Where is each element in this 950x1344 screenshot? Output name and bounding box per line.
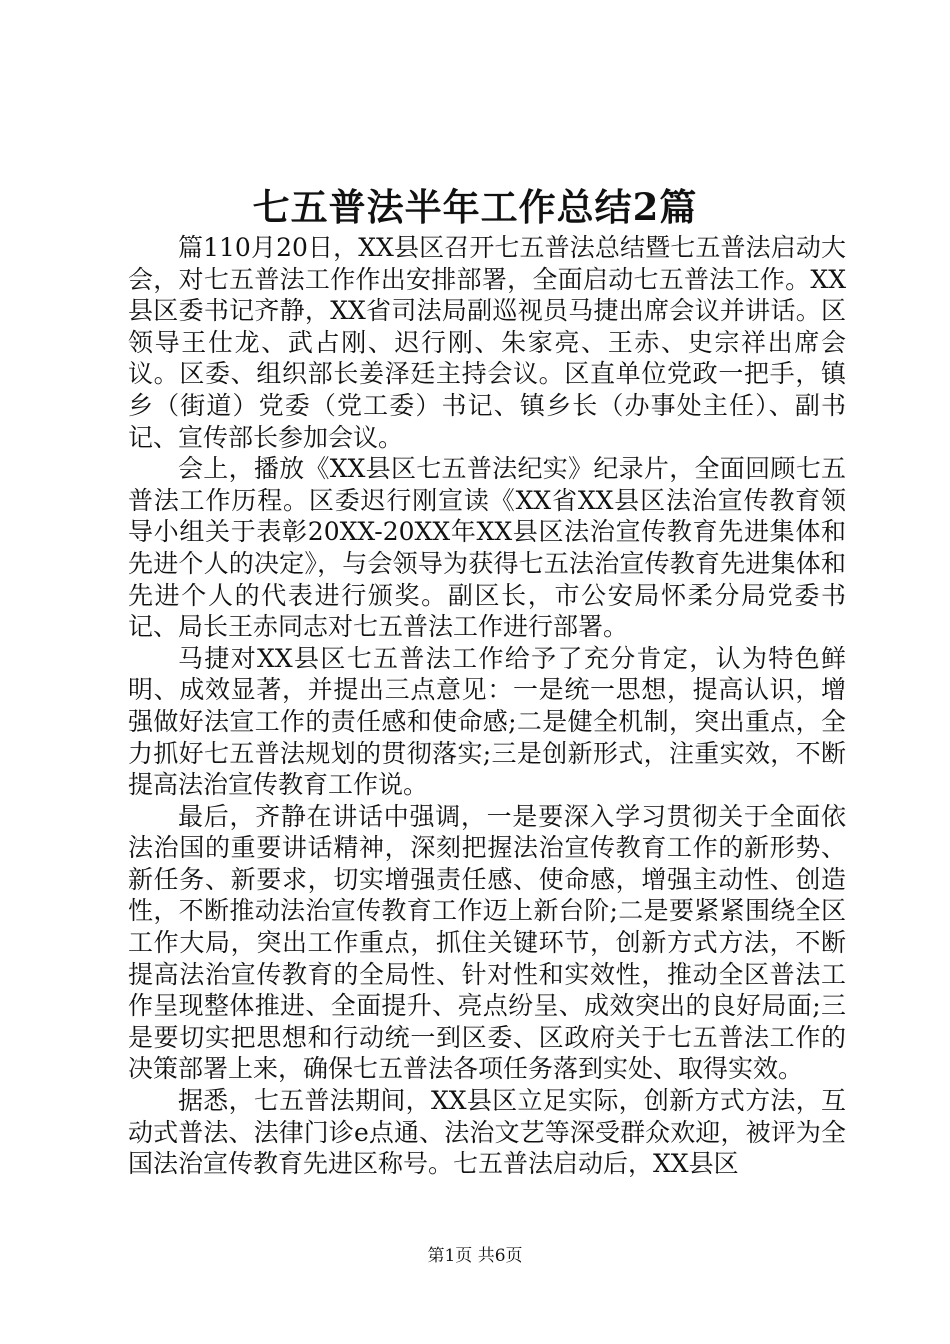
document-body [128,232,846,1180]
paragraph: 据悉，七五普法期间，XX县区立足实际，创新方式方法，互动式普法、法律门诊e点通、法治文艺等深受群众欢迎，被评为全国法治宣传教育先进区称号。七五普法启动后，XX县区 [128,1086,846,1179]
paragraph: 最后，齐静在讲话中强调，一是要深入学习贯彻关于全面依法治国的重要讲话精神，深刻把握法治宣传教育工作的新形势、新任务、新要求，切实增强责任感、使命感，增强主动性、创造性，不断推动法治宣传教育工作迈上新台阶;二是要紧紧围绕全区工作大局，突出工作重点，抓住关键环节，创新方式方法，不断提高法治宣传教育的全局性、针对性和实效性，推动全区普法工作呈现整体推进、全面提升、亮点纷呈、成效突出的良好局面;三是要切实把思想和行动统一到区委、区政府关于七五普法工作的决策部署上来，确保七五普法各项任务落到实处、取得实效。 [128,801,846,1084]
paragraph: 篇110月20日，XX县区召开七五普法总结暨七五普法启动大会，对七五普法工作作出安排部署，全面启动七五普法工作。XX县区委书记齐静，XX省司法局副巡视员马捷出席会议并讲话。区领导王仕龙、武占刚、迟行刚、朱家亮、王赤、史宗祥出席会议。区委、组织部长姜泽廷主持会议。区直单位党政一把手，镇乡（街道）党委（党工委）书记、镇乡长（办事处主任）、副书记、宣传部长参加会议。 [128,233,846,452]
document-title: 七五普法半年工作总结2篇 [252,185,698,229]
paragraph: 会上，播放《XX县区七五普法纪实》纪录片，全面回顾七五普法工作历程。区委迟行刚宣读《XX省XX县区法治宣传教育领导小组关于表彰20XX-20XX年XX县区法治宣传教育先进集体和先进个人的决定》，与会领导为获得七五法治宣传教育先进集体和先进个人的代表进行颁奖。副区长，市公安局怀柔分局党委书记、局长王赤同志对七五普法工作进行部署。 [128,454,846,642]
page-footer: 第1页 共6页 [427,1246,523,1266]
paragraph: 马捷对XX县区七五普法工作给予了充分肯定，认为特色鲜明、成效显著，并提出三点意见：一是统一思想，提高认识，增强做好法宣工作的责任感和使命感;二是健全机制，突出重点，全力抓好七五普法规划的贯彻落实;三是创新形式，注重实效，不断提高法治宣传教育工作说。 [128,643,846,800]
